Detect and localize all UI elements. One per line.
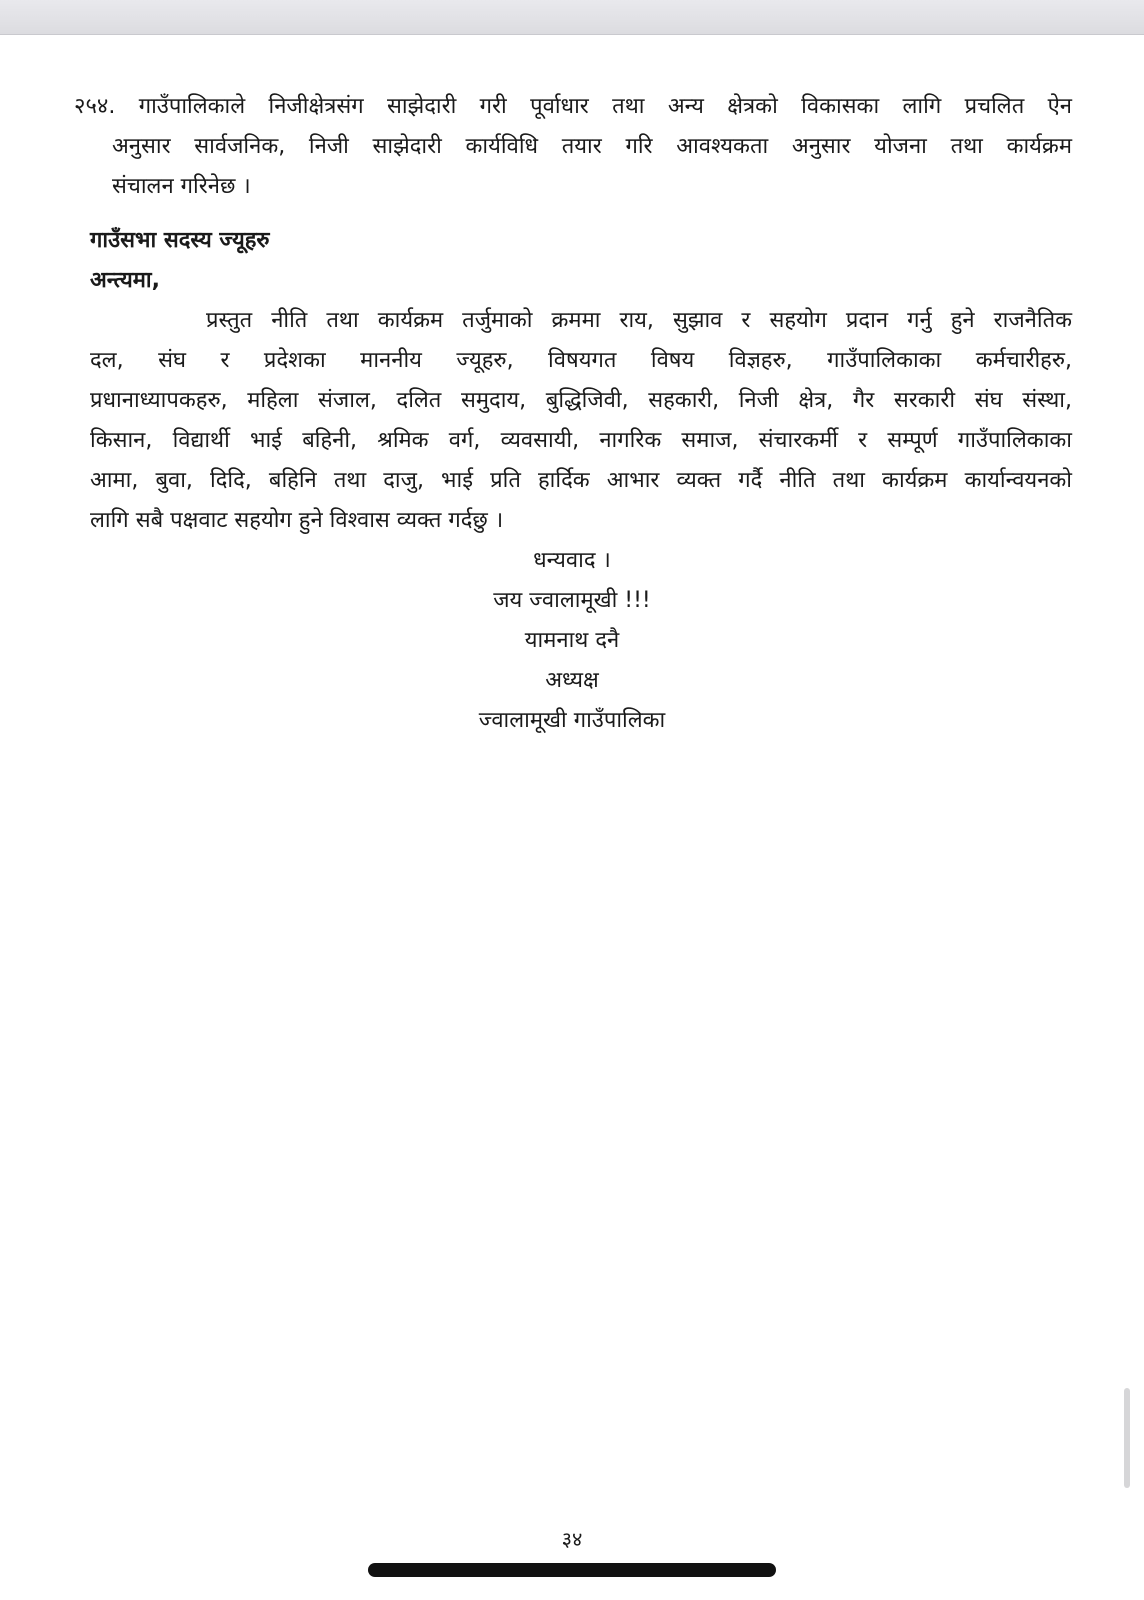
- closing-heading: अन्त्यमा,: [90, 268, 160, 293]
- item-254-line-3: संचालन गरिनेछ ।: [112, 174, 251, 199]
- vertical-scrollbar-thumb[interactable]: [1124, 1388, 1130, 1488]
- closing-paragraph-line-5: आमा, बुवा, दिदि, बहिनि तथा दाजु, भाई प्रति हार्दिक आभार व्यक्त गर्दै नीति तथा कार्यक्रम कार्यान्वयनको: [90, 468, 1072, 493]
- closing-paragraph-line-2: दल, संघ र प्रदेशका माननीय ज्यूहरु, विषयगत विषय विज्ञहरु, गाउँपालिकाका कर्मचारीहरु,: [90, 348, 1072, 373]
- signoff-office: ज्वालामूखी गाउँपालिका: [478, 708, 666, 733]
- closing-paragraph-line-3: प्रधानाध्यापकहरु, महिला संजाल, दलित समुदाय, बुद्धिजिवी, सहकारी, निजी क्षेत्र, गैर सरकारी संघ संस्था,: [90, 388, 1072, 413]
- closing-paragraph-line-1: प्रस्तुत नीति तथा कार्यक्रम तर्जुमाको क्रममा राय, सुझाव र सहयोग प्रदान गर्नु हुने राजनैतिक: [206, 308, 1072, 333]
- signoff-slogan: जय ज्वालामूखी !!!: [493, 588, 651, 613]
- viewer-top-bar: [0, 0, 1144, 35]
- signoff-name: यामनाथ दनै: [524, 628, 620, 653]
- closing-paragraph-line-4: किसान, विद्यार्थी भाई बहिनी, श्रमिक वर्ग, व्यवसायी, नागरिक समाज, संचारकर्मी र सम्पूर्ण गाउँपालिकाका: [90, 428, 1072, 453]
- closing-paragraph-line-6: लागि सबै पक्षवाट सहयोग हुने विश्वास व्यक्त गर्दछु ।: [90, 508, 504, 533]
- document-page: [0, 35, 1144, 1600]
- home-indicator-bar[interactable]: [368, 1563, 776, 1577]
- page-number: ३४: [561, 1527, 583, 1551]
- item-254-line-2: अनुसार सार्वजनिक, निजी साझेदारी कार्यविधि तयार गरि आवश्यकता अनुसार योजना तथा कार्यक्रम: [112, 134, 1072, 159]
- signoff-thanks: धन्यवाद ।: [533, 548, 611, 573]
- signoff-title: अध्यक्ष: [545, 668, 599, 693]
- salutation-heading: गाउँसभा सदस्य ज्यूहरु: [90, 228, 270, 253]
- item-254-line-1: २५४. गाउँपालिकाले निजीक्षेत्रसंग साझेदारी गरी पूर्वाधार तथा अन्य क्षेत्रको विकासका लागि प्रचलित ऐन: [74, 94, 1072, 119]
